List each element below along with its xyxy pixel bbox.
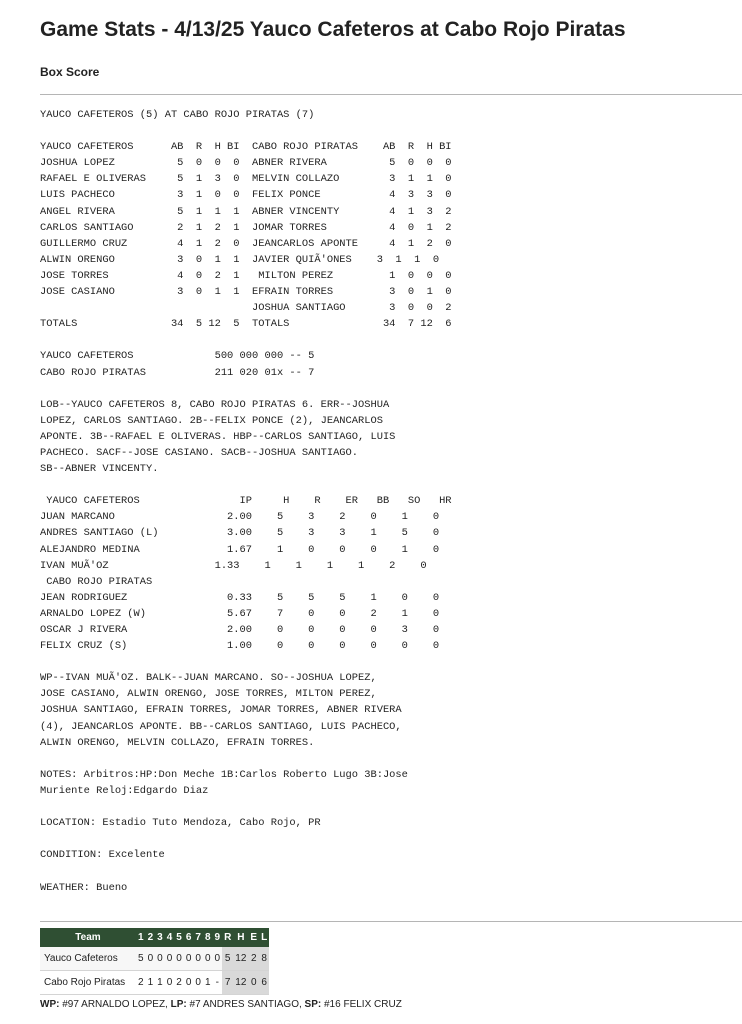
divider-bottom [40,921,742,922]
lp-label: LP: [170,999,187,1010]
linescore-inning-cell: 5 [136,947,146,971]
linescore-header-inning: 1 [136,928,146,947]
linescore-lob-cell: 8 [259,947,269,971]
linescore-errors-cell: 0 [248,971,259,995]
linescore-inning-cell: 0 [213,947,223,971]
linescore-inning-cell: 1 [203,971,213,995]
linescore-inning-cell: - [213,971,223,995]
linescore-inning-cell: 0 [155,947,165,971]
linescore-header-inning: 3 [155,928,165,947]
box-score-heading: Box Score [40,65,100,79]
linescore-inning-cell: 0 [174,947,184,971]
box-score-text: YAUCO CAFETEROS (5) AT CABO ROJO PIRATAS (7) YAUCO CAFETEROS AB R H BI CABO ROJO PIRATAS AB R H BI JOSHUA LOPEZ 5 0 0 0 ABNER RIVERA 5 0 0 0 RAFAEL E OLIVERAS 5 1 3 0 MELVIN COLLAZO 3 1 1 0 LUIS PACHECO 3 1 0 0 FELIX PONCE 4 3 3 0 ANGEL RIVERA 5 1 1 1 ABNER VINCENTY 4 1 3 2 CARLOS SANTIAGO 2 1 2 1 JOMAR TORRES 4 0 1 2 GUILLERMO CRUZ 4 1 2 0 JEANCARLOS APONTE 4 1 2 0 ALWIN ORENGO 3 0 1 1 JAVIER QUIÃ'ONES 3 1 1 0 JOSE TORRES 4 0 2 1 MILTON PEREZ 1 0 0 0 JOSE CASIANO 3 0 1 1 EFRAIN TORRES 3 0 1 0 JOSHUA SANTIAGO 3 0 0 2 TOTALS 34 5 12 5 TOTALS 34 7 12 6 YAUCO CAFETEROS 500 000 000 -- 5 CABO ROJO PIRATAS 211 020 01x -- 7 LOB--YAUCO CAFETEROS 8, CABO ROJO PIRATAS 6. ERR--JOSHUA LOPEZ, CARLOS SANTIAGO. 2B--FELIX PONCE (2), JEANCARLOS APONTE. 3B--RAFAEL E OLIVERAS. HBP--CARLOS SANTIAGO, LUIS PACHECO. SACF--JOSE CASIANO. SACB--JOSHUA SANTIAGO. SB--ABNER VINCENTY. YAUCO CAFETEROS IP H R ER BB SO HR JUAN MARCANO 2.00 5 3 2 0 1 0 ANDRES SANTIAGO (L) 3.00 5 3 3 1 5 0 ALEJANDRO MEDINA 1.67 1 0 0 0 1 0 IVAN MUÃ'OZ 1.33 1 1 1 1 2 0 CABO ROJO PIRATAS JEAN RODRIGUEZ 0.33 5 5 5 1 0 0 ARNALDO LOPEZ (W) 5.67 7 0 0 2 1 0 OSCAR J RIVERA 2.00 0 0 0 0 3 0 FELIX CRUZ (S) 1.00 0 0 0 0 0 0 WP--IVAN MUÃ'OZ. BALK--JUAN MARCANO. SO--JOSHUA LOPEZ, JOSE CASIANO, ALWIN ORENGO, JOSE TORRES, MILTON PEREZ, JOSHUA SANTIAGO, EFRAIN TORRES, JOMAR TORRES, ABNER RIVERA (4), JEANCARLOS APONTE. BB--CARLOS SANTIAGO, LUIS PACHECO, ALWIN ORENGO, MELVIN COLLAZO, EFRAIN TORRES. NOTES: Arbitros:HP:Don Meche 1B:Carlos Roberto Lugo 3B:Jose Muriente Reloj:Edgardo Diaz LOCATION: Estadio Tuto Mendoza, Cabo Rojo, PR CONDITION: Excelente WEATHER: Bueno [40,109,452,894]
linescore-lob-cell: 6 [259,971,269,995]
linescore-header-inning: 2 [146,928,156,947]
linescore-row-home [40,971,269,995]
linescore-header-runs: R [222,928,233,947]
linescore-header-row [40,928,269,947]
divider-top [40,94,742,95]
linescore-header-inning: 5 [174,928,184,947]
linescore-header-inning: 7 [193,928,203,947]
linescore-hits-cell: 12 [233,947,248,971]
linescore-inning-cell: 0 [165,971,175,995]
wp-value: #97 ARNALDO LOPEZ, [59,999,171,1010]
linescore-hits-cell: 12 [233,971,248,995]
linescore-header-inning: 4 [165,928,175,947]
linescore-inning-cell: 0 [193,947,203,971]
pitcher-decisions [40,999,402,1010]
linescore-inning-cell: 0 [146,947,156,971]
linescore-errors-cell: 2 [248,947,259,971]
linescore-inning-cell: 0 [165,947,175,971]
wp-label: WP: [40,999,60,1010]
linescore-header-inning: 6 [184,928,194,947]
linescore-inning-cell: 2 [174,971,184,995]
linescore-header-inning: 8 [203,928,213,947]
linescore-inning-cell: 0 [184,947,194,971]
linescore-table [40,928,269,995]
linescore-team-name: Yauco Cafeteros [40,947,136,971]
linescore-inning-cell: 0 [203,947,213,971]
sp-label: SP: [304,999,322,1010]
page-title: Game Stats - 4/13/25 Yauco Cafeteros at Cabo Rojo Piratas [40,18,626,41]
linescore-inning-cell: 1 [155,971,165,995]
linescore-header-hits: H [233,928,248,947]
linescore-header-inning: 9 [213,928,223,947]
linescore-header-errors: E [248,928,259,947]
lp-value: #7 ANDRES SANTIAGO, [186,999,305,1010]
linescore-inning-cell: 2 [136,971,146,995]
linescore-inning-cell: 0 [184,971,194,995]
linescore-inning-cell: 1 [146,971,156,995]
sp-value: #16 FELIX CRUZ [321,999,402,1010]
linescore-row-away [40,947,269,971]
linescore-header-team: Team [40,928,136,947]
linescore-inning-cell: 0 [193,971,203,995]
linescore-runs-cell: 7 [222,971,233,995]
linescore-team-name: Cabo Rojo Piratas [40,971,136,995]
linescore-header-lob: L [259,928,269,947]
linescore-runs-cell: 5 [222,947,233,971]
